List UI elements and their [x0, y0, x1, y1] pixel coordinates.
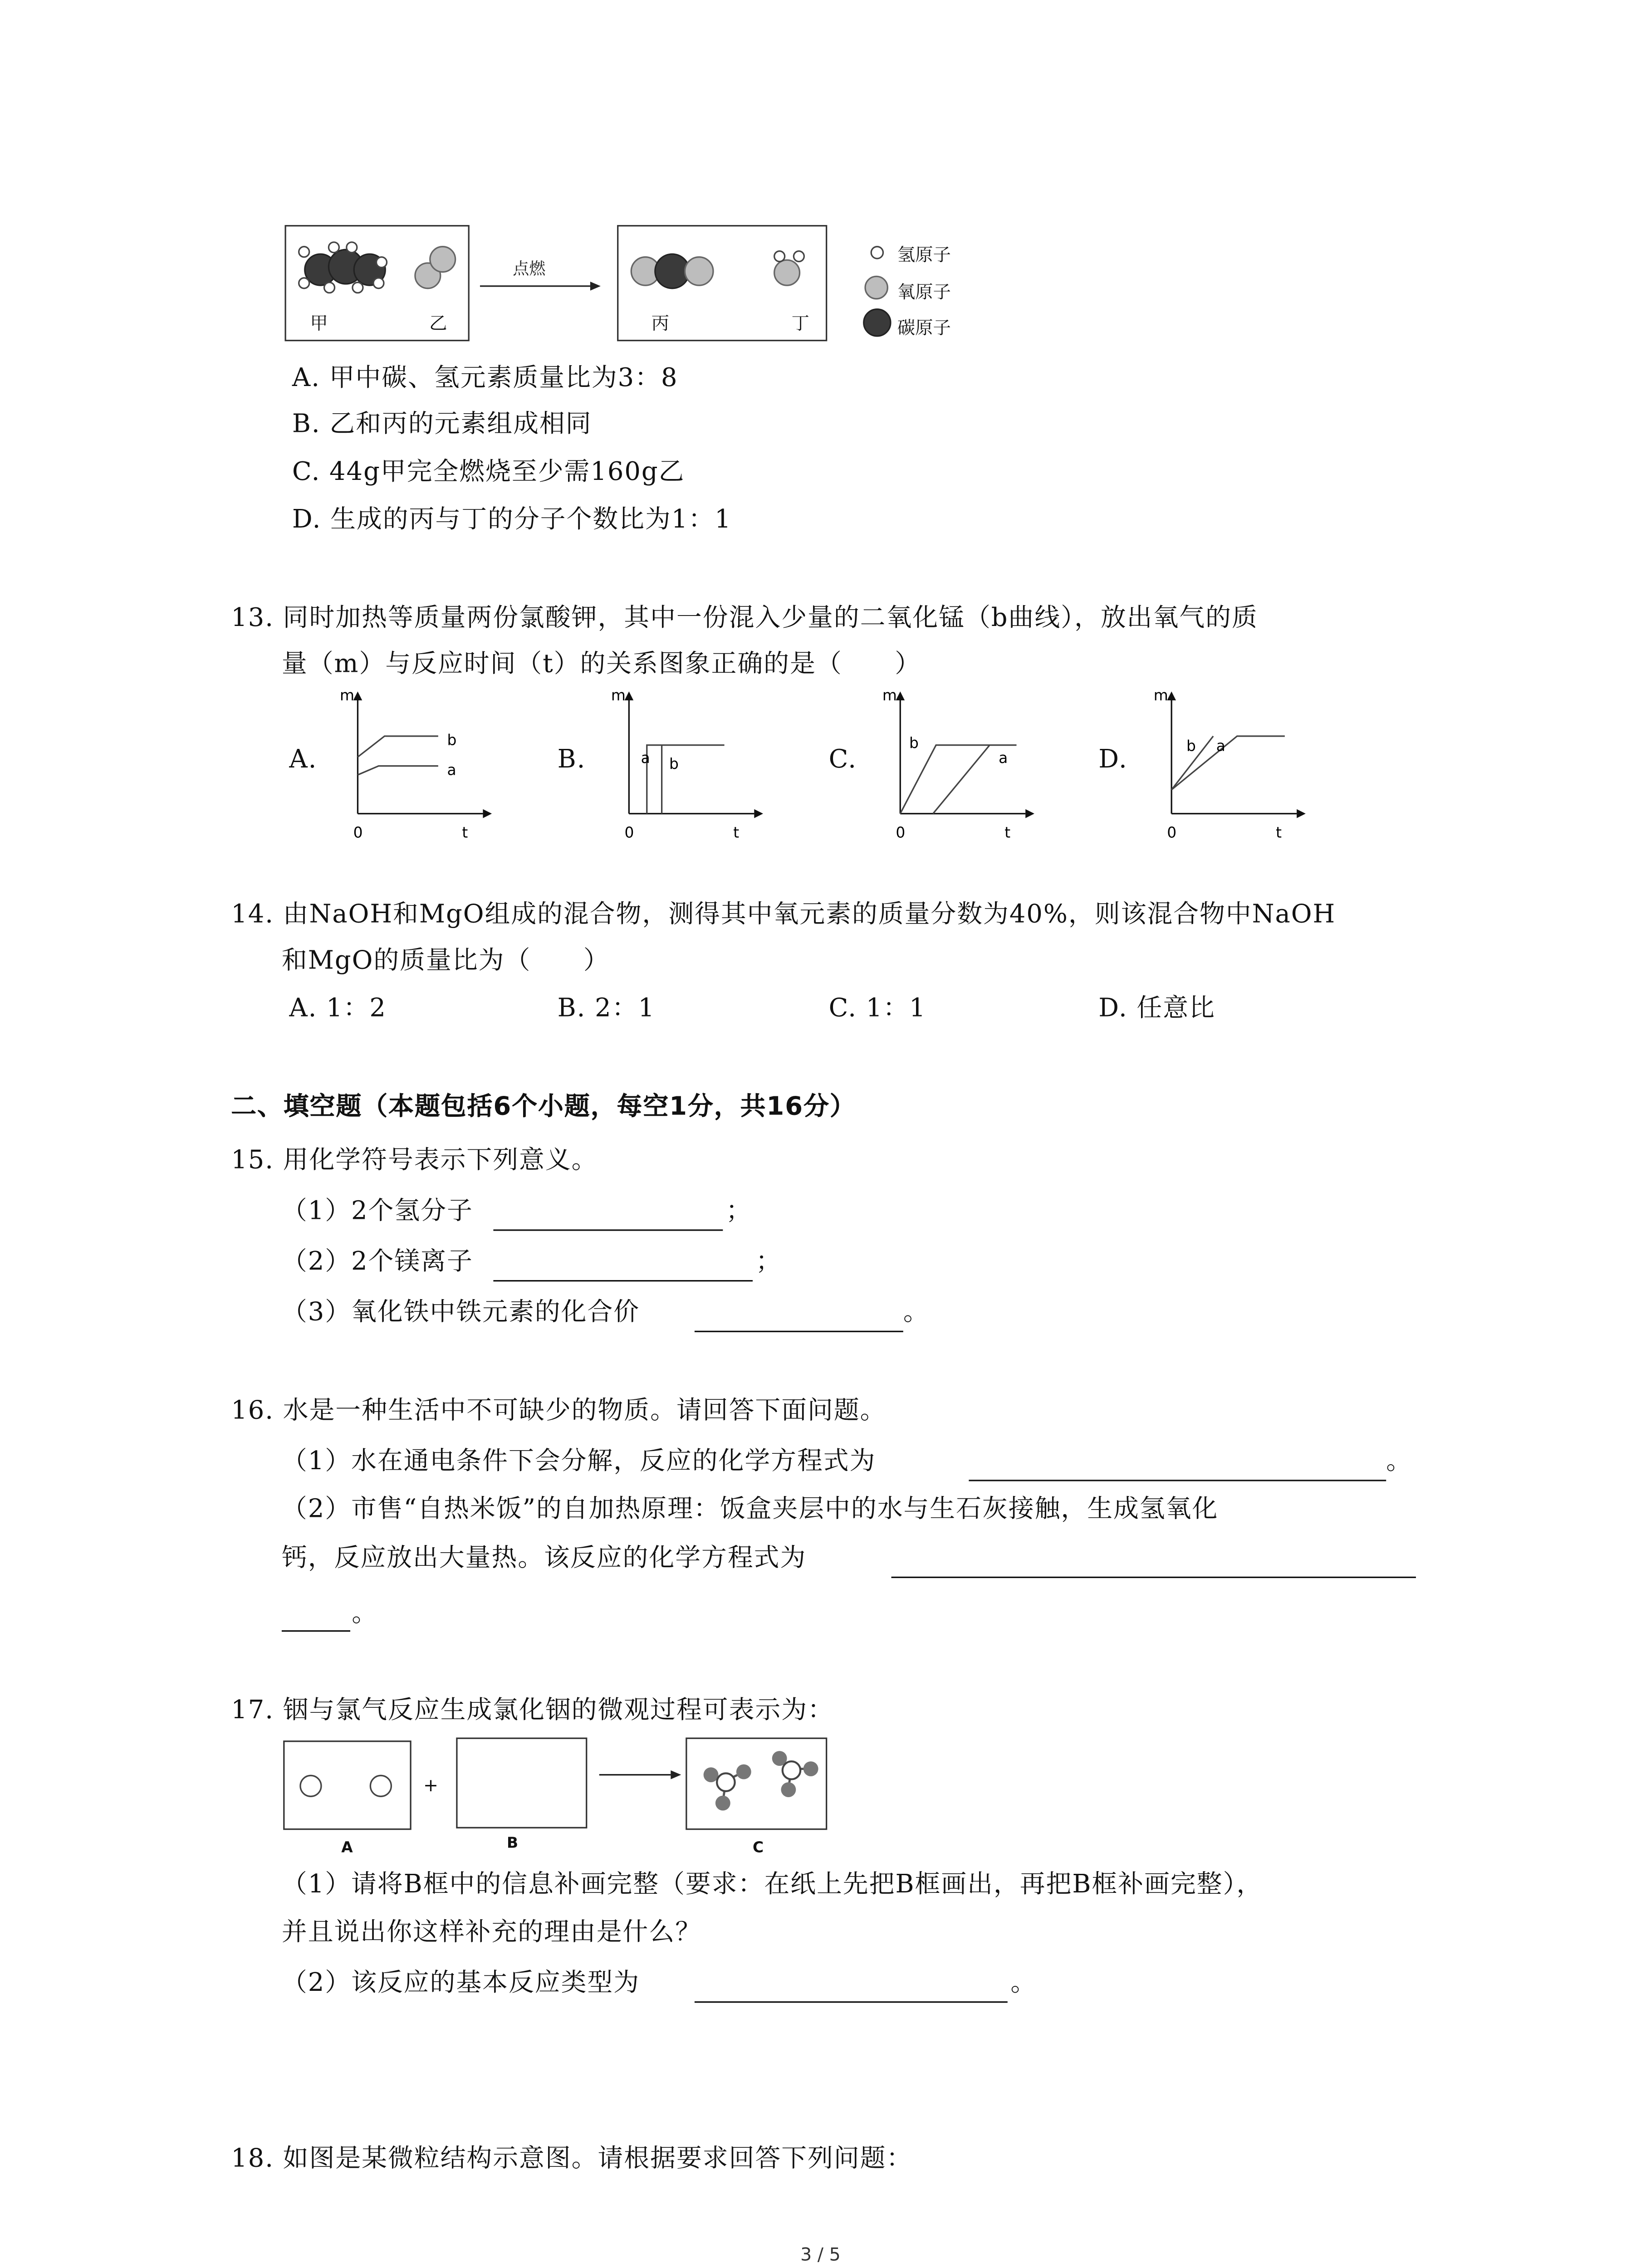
q14-option-d: D. 任意比: [1098, 994, 1215, 1024]
q16-blank-2b[interactable]: [282, 1630, 350, 1632]
q13-stem-line1: 13. 同时加热等质量两份氯酸钾，其中一份混入少量的二氧化锰（b曲线），放出氧气的质: [231, 603, 1258, 634]
q15-end-2: ；: [755, 1247, 782, 1277]
q15-item-2: （2）2个镁离子: [281, 1247, 473, 1277]
q14-option-c: C. 1：1: [828, 994, 926, 1024]
indium-atom: [370, 1775, 392, 1797]
arrow-icon: [480, 253, 602, 298]
q16-blank-1[interactable]: [969, 1480, 1386, 1481]
q15-item-1: （1）2个氢分子: [281, 1197, 473, 1227]
q17-part2: （2）该反应的基本反应类型为: [281, 1968, 640, 1999]
q18-stem: 18. 如图是某微粒结构示意图。请根据要求回答下列问题：: [231, 2144, 913, 2175]
q17-part2-end: 。: [1010, 1968, 1037, 1999]
q13-stem-line2: 量（m）与反应时间（t）的关系图象正确的是（ ）: [281, 650, 921, 680]
graph-b-curve-a: [647, 745, 725, 814]
q15-stem: 15. 用化学符号表示下列意义。: [231, 1146, 598, 1176]
graph-b-label-a: a: [641, 749, 650, 767]
graph-a-y-label: m: [340, 687, 355, 704]
q12-option-b: B. 乙和丙的元素组成相同: [292, 410, 592, 440]
q17-stem: 17. 铟与氯气反应生成氯化铟的微观过程可表示为：: [231, 1696, 834, 1726]
section-2-heading: 二、填空题（本题包括6个小题，每空1分，共16分）: [231, 1092, 856, 1122]
graph-c-label-a: a: [999, 749, 1008, 767]
graph-c-label-b: b: [909, 734, 919, 752]
q16-part1: （1）水在通电条件下会分解，反应的化学方程式为: [281, 1447, 876, 1477]
q12-option-c: C. 44g甲完全燃烧至少需160g乙: [292, 457, 685, 488]
graph-a-curve-b: [358, 736, 438, 757]
graph-a-origin: 0: [353, 824, 363, 841]
graph-d-y-label: m: [1153, 687, 1168, 704]
q17-part1-line1: （1）请将B框中的信息补画完整（要求：在纸上先把B框画出，再把B框补画完整），: [281, 1870, 1263, 1900]
label-box-c: C: [753, 1840, 764, 1857]
graph-c-x-label: t: [1004, 824, 1011, 841]
q15-blank-2[interactable]: [493, 1280, 753, 1281]
q15-blank-3[interactable]: [695, 1331, 903, 1332]
q14-option-a: A. 1：2: [289, 994, 387, 1024]
indium-chloride-molecules: [687, 1739, 826, 1828]
q15-end-3: 。: [903, 1298, 930, 1328]
q14-stem-line1: 14. 由NaOH和MgO组成的混合物，测得其中氧元素的质量分数为40%，则该混合物中NaOH: [231, 900, 1336, 930]
q14-stem-line2: 和MgO的质量比为（ ）: [281, 946, 610, 976]
graph-b-y-label: m: [611, 687, 626, 704]
hydrogen-atom: [774, 250, 785, 262]
label-jia: 甲: [310, 313, 328, 334]
legend-carbon: 碳原子: [897, 317, 951, 338]
q16-part2-end: 。: [352, 1599, 378, 1629]
graph-c-origin: 0: [896, 824, 906, 841]
graph-d: [1148, 683, 1312, 846]
indium-atom: [299, 1775, 322, 1797]
label-ding: 丁: [791, 313, 809, 334]
q15-end-1: ；: [725, 1197, 752, 1227]
legend-oxygen: 氧原子: [897, 281, 951, 303]
graph-a-label-b: b: [447, 731, 457, 749]
hydrogen-atom: [346, 241, 358, 253]
hydrogen-atom: [328, 241, 340, 253]
graph-d-label-a: a: [1216, 737, 1225, 755]
arrow-label: 点燃: [513, 259, 546, 279]
carbon-legend-icon: [863, 308, 891, 337]
oxygen-atom: [429, 246, 456, 273]
q16-stem: 16. 水是一种生活中不可缺少的物质。请回答下面问题。: [231, 1396, 887, 1426]
graph-a-x-label: t: [462, 824, 468, 841]
hydrogen-atom: [323, 282, 335, 293]
q16-part2-line2: 钙，反应放出大量热。该反应的化学方程式为: [281, 1544, 807, 1574]
hydrogen-legend-icon: [871, 246, 884, 259]
oxygen-atom: [684, 256, 714, 286]
page-number: 3 / 5: [800, 2244, 841, 2265]
q17-part1-line2: 并且说出你这样补充的理由是什么？: [281, 1918, 702, 1948]
graph-d-label-b: b: [1186, 737, 1196, 755]
q15-item-3: （3）氧化铁中铁元素的化合价: [281, 1298, 640, 1328]
plus-sign: +: [423, 1774, 439, 1796]
q16-part1-end: 。: [1386, 1447, 1413, 1477]
graph-b-origin: 0: [624, 824, 634, 841]
hydrogen-atom: [352, 282, 363, 293]
hydrogen-atom: [376, 256, 387, 268]
hydrogen-atom: [298, 277, 310, 289]
q15-blank-1[interactable]: [493, 1229, 723, 1231]
box-a: [283, 1740, 411, 1830]
q16-part2-line1: （2）市售“自热米饭”的自加热原理：饭盒夹层中的水与生石灰接触，生成氢氧化: [281, 1495, 1219, 1525]
q14-option-b: B. 2：1: [557, 994, 655, 1024]
hydrogen-atom: [298, 246, 310, 258]
q13-label-b: B.: [557, 745, 586, 775]
label-bing: 丙: [651, 313, 670, 334]
graph-b-label-b: b: [669, 755, 679, 773]
legend-hydrogen: 氢原子: [897, 244, 951, 265]
graph-c-curve-a: [933, 745, 990, 814]
label-box-b: B: [506, 1836, 519, 1853]
box-b[interactable]: [456, 1738, 587, 1828]
q13-label-a: A.: [289, 745, 318, 775]
graph-a-label-a: a: [447, 761, 456, 779]
arrow-icon: [599, 1761, 683, 1785]
label-box-a: A: [341, 1840, 353, 1857]
q13-label-d: D.: [1098, 745, 1128, 775]
q16-blank-2a[interactable]: [892, 1577, 1416, 1578]
q12-option-a: A. 甲中碳、氢元素质量比为3：8: [292, 363, 678, 394]
hydrogen-atom: [372, 277, 384, 289]
graph-b: [605, 683, 769, 846]
reactant-box: [284, 225, 469, 341]
hydrogen-atom: [793, 250, 805, 262]
product-box: [617, 225, 827, 341]
q12-option-d: D. 生成的丙与丁的分子个数比为1：1: [292, 505, 732, 535]
graph-c-y-label: m: [882, 687, 897, 704]
graph-a: [334, 683, 498, 846]
graph-a-curve-a: [358, 766, 438, 775]
oxygen-legend-icon: [864, 276, 888, 300]
graph-b-x-label: t: [733, 824, 740, 841]
box-c: [686, 1738, 827, 1830]
graph-d-origin: 0: [1167, 824, 1177, 841]
q13-label-c: C.: [828, 745, 857, 775]
graph-c: [877, 683, 1040, 846]
q17-blank[interactable]: [695, 2001, 1008, 2003]
oxygen-atom: [774, 259, 800, 286]
graph-d-x-label: t: [1276, 824, 1282, 841]
label-yi: 乙: [429, 313, 447, 334]
